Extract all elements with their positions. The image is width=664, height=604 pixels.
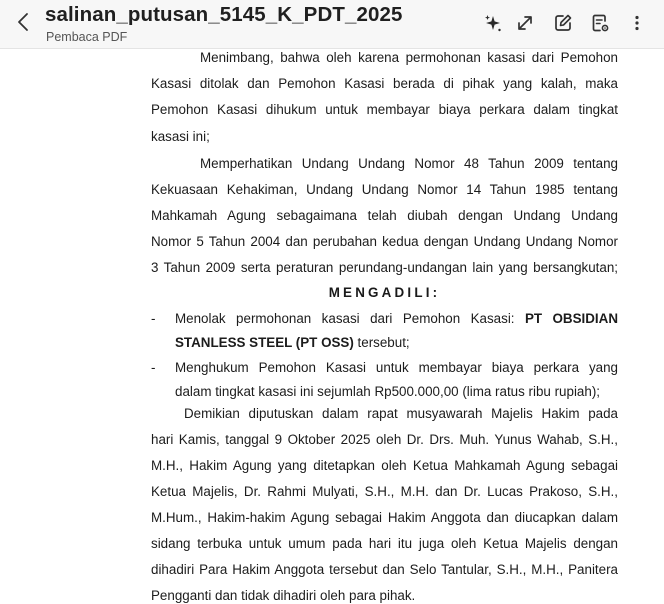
text-line: Menimbang, bahwa oleh karena permohonan kasasi dari Pemohon	[200, 50, 618, 65]
text-line: dihadiri Para Hakim Anggota tersebut dan Selo Tantular, S.H., M.H., Panitera	[151, 562, 618, 577]
text-line: Pemohon Kasasi dihukum untuk membayar biaya perkara dalam tingkat	[151, 102, 618, 117]
text-line: M.H., Hakim Agung yang ditetapkan oleh Ketua Mahkamah Agung sebagai	[151, 458, 618, 473]
text-line: Pengganti dan tidak dihadiri oleh para pihak.	[151, 588, 416, 603]
document-settings-button[interactable]	[589, 12, 611, 34]
party-name-bold: STANLESS STEEL (PT OSS)	[175, 335, 354, 350]
bullet-line	[175, 311, 618, 327]
edit-icon	[552, 12, 574, 34]
text-line: Demikian diputuskan dalam rapat musyawarah Majelis Hakim pada	[184, 406, 618, 421]
text-line: hari Kamis, tanggal 9 Oktober 2025 oleh Dr. Drs. Muh. Yunus Wahab, S.H.,	[151, 432, 618, 447]
text-line: M.Hum., Hakim-hakim Agung sebagai Hakim Anggota dan diucapkan dalam	[151, 510, 618, 525]
expand-button[interactable]	[514, 12, 536, 34]
edit-button[interactable]	[552, 12, 574, 34]
bullet-text-plain: Menolak permohonan kasasi dari Pemohon Kasasi:	[175, 311, 525, 326]
text-line: 3 Tahun 2009 serta peraturan perundang-undangan lain yang bersangkutan;	[151, 260, 618, 275]
text-line: kasasi ini;	[151, 129, 210, 144]
bullet-dash: -	[151, 311, 156, 326]
bullet-line: dalam tingkat kasasi ini sejumlah Rp500.000,00 (lima ratus ribu rupiah);	[175, 384, 600, 399]
bullet-dash: -	[151, 360, 156, 375]
more-vert-icon	[626, 12, 648, 34]
bullet-text-plain: tersebut;	[353, 335, 410, 350]
text-line: Kasasi ditolak dan Pemohon Kasasi berada di pihak yang kalah, maka	[151, 76, 618, 91]
bullet-line: Menghukum Pemohon Kasasi untuk membayar biaya perkara yang	[175, 360, 618, 375]
ai-sparkle-icon	[482, 12, 504, 34]
app-subtitle: Pembaca PDF	[46, 30, 128, 44]
back-icon	[14, 10, 34, 34]
text-line: Nomor 5 Tahun 2004 dan perubahan kedua dengan Undang Undang Nomor	[151, 234, 618, 249]
text-line: Kekuasaan Kehakiman, Undang Undang Nomor 14 Tahun 1985 tentang	[151, 182, 618, 197]
document-title: salinan_putusan_5145_K_PDT_2025	[45, 3, 403, 26]
text-line: Memperhatikan Undang Undang Nomor 48 Tahun 2009 tentang	[200, 156, 618, 171]
text-line: Ketua Majelis, Dr. Rahmi Mulyati, S.H., M.H. dan Dr. Lucas Prakoso, S.H.,	[151, 484, 618, 499]
bullet-line	[175, 335, 618, 351]
back-button[interactable]	[14, 10, 34, 34]
pdf-page-view[interactable]	[0, 49, 664, 603]
verdict-heading: MENGADILI:	[328, 285, 441, 300]
more-options-button[interactable]	[626, 12, 648, 34]
document-settings-icon	[589, 12, 611, 34]
expand-icon	[514, 12, 536, 34]
text-line: sidang terbuka untuk umum pada hari itu juga oleh Ketua Majelis dengan	[151, 536, 618, 551]
party-name-bold: PT OBSIDIAN	[524, 311, 618, 326]
ai-assist-button[interactable]	[482, 12, 504, 34]
app-header	[0, 0, 664, 49]
text-line: Mahkamah Agung sebagaimana telah diubah dengan Undang Undang	[151, 208, 618, 223]
